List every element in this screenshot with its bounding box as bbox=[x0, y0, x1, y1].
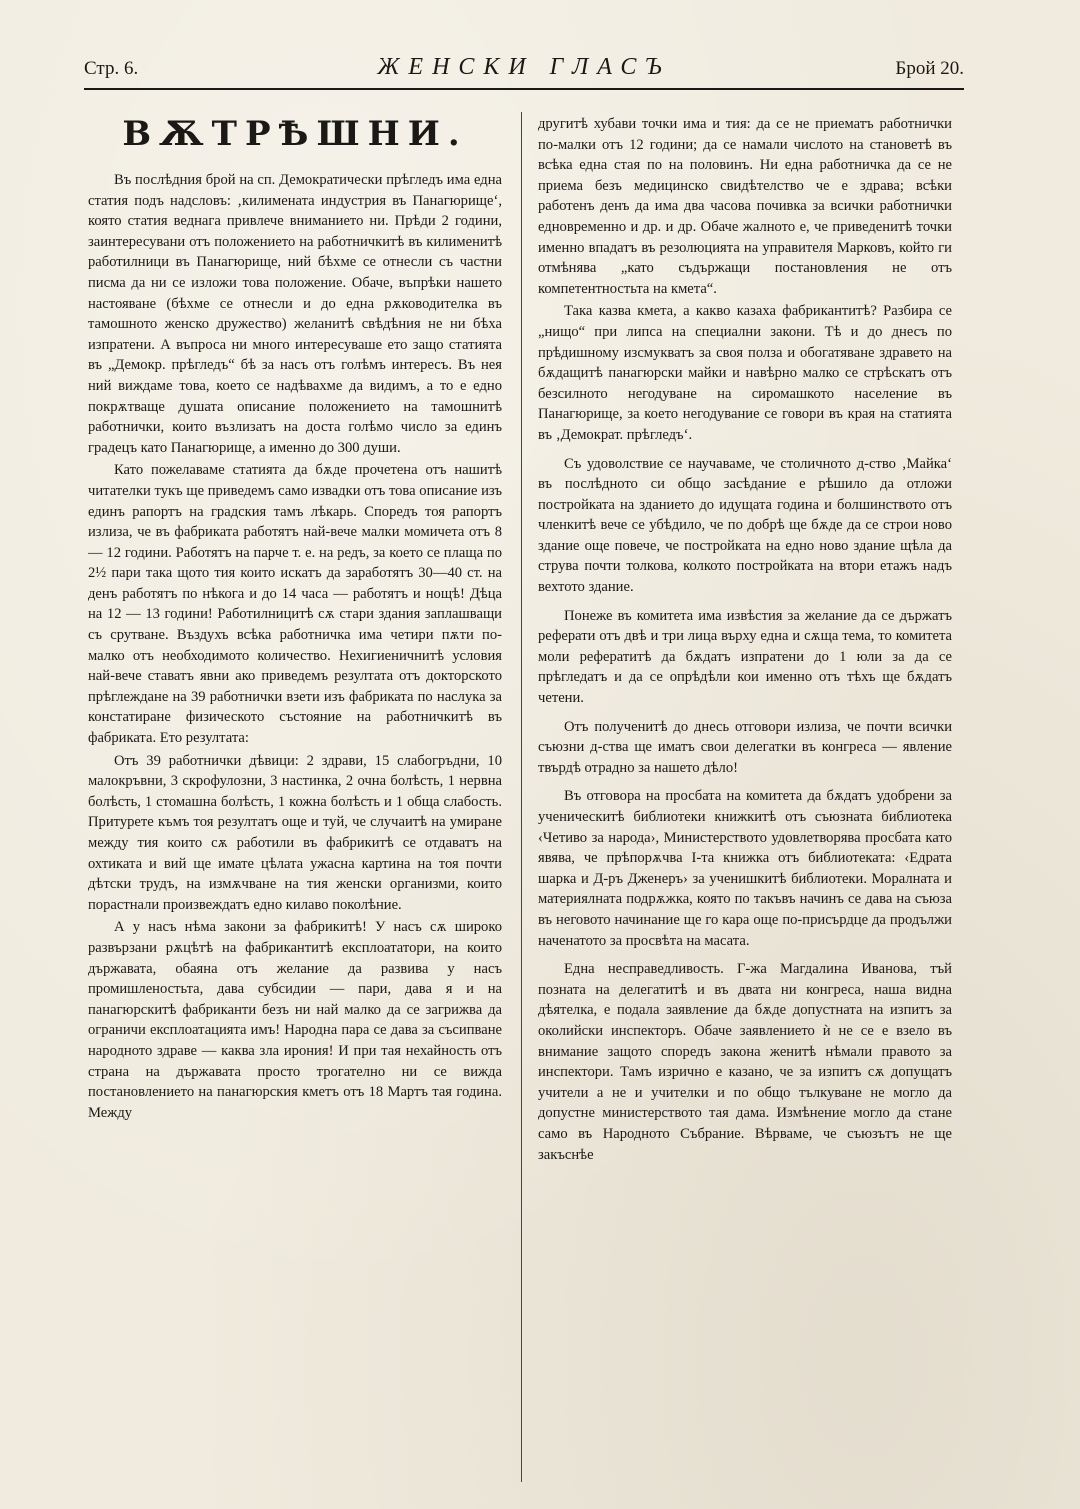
header-rule bbox=[84, 88, 964, 90]
paragraph: Въ послѣдния брой на сп. Демократически прѣгледъ има една статия подъ надсловъ: ‚килимената индустрия въ Панагюрище‘, която статия веднага привлече вниманието ни. Прѣди 2 години, заинтересувани отъ положението на работничкитѣ въ килименитѣ работилници въ Панагюрище, ний бѣхме се отнесли съ частни писма да ни се изложи това положение. Обаче, въпрѣки нашето настояване (бѣхме се отнесли и до една рѫководителка въ тамошното женско дружество) желанитѣ свѣдѣния не ни бѣха изпратени. А въпроса ни много интересуваше ето защо статията въ „Демокр. прѣгледъ“ бѣ за насъ отъ голѣмъ интересъ. Въ нея ний виждаме това, което се надѣвахме да видимъ, а то е едно покрѫтваще душата описание положението на тамошнитѣ работнички, които възлизатъ на доста голѣмо число за единъ градецъ като Панагюрище, а именно до 300 души. bbox=[88, 172, 502, 456]
news-item: Съ удоволствие се научаваме, че столичното д-ство ‚Майка‘ въ послѣдното си общо засѣдание е рѣшило да отложи постройката на зданието до идущата година и болшинството отъ членкитѣ вече се убѣдило, че по добрѣ ще бѫде да се строи ново здание още повече, че постройката на едно ново здание щѣла да струва почти толкова, колкото постройката на втори етажъ надъ вехтото здание. bbox=[538, 455, 952, 596]
paragraph: А у насъ нѣма закони за фабрикитѣ! У насъ сѫ широко развързани рѫцѣтѣ на фабрикантитѣ експлоататори, на които държавата, обаяна отъ желание да развива у насъ промишленостьта, дава субсидии — пари, дава я и на панагюрскитѣ фабриканти безъ ни най малко да се загрижва да ограничи експлоатацията имъ! Народна пара се дава за съсипване народното здраве — каква зла ирония! И при тая нехайность отъ страна на държавата просто трогателно ни се вижда постановлението на панагюрския кметъ отъ 18 Мартъ тая година. Между bbox=[88, 919, 502, 1121]
right-column bbox=[538, 114, 952, 1489]
news-item: Понеже въ комитета има извѣстия за желание да се държатъ реферати отъ двѣ и три лица върху една и сѫща тема, то комитета моли рефератитѣ да бѫдатъ изпратени до 1 юли за да се прѣгледатъ и да се опрѣдѣли кои именно отъ тѣхъ ще бѫдатъ четени. bbox=[538, 607, 952, 707]
paragraph: Като пожелаваме статията да бѫде прочетена отъ нашитѣ читателки тукъ ще приведемъ само извадки отъ това описание изъ единъ рапортъ на градския тамъ лѣкарь. Споредъ тоя рапортъ излиза, че въ фабриката работятъ най-вече малки момичета отъ 8 — 12 години. Работятъ на парче т. е. на редъ, за което се плаща по 2½ пари така щото тия които искатъ да заработятъ 30—40 ст. на денъ работятъ по нѣкога и до 14 часа — работятъ и нощѣ! Дѣца на 12 — 13 години! Работилницитѣ сѫ стари здания заплашващи съ срутване. Въздухъ всѣка работничка има четири пѫти по-малко отъ необходимото количество. Нехигиеничнитѣ условия най-вече ставатъ явни ако приведемъ резултата отъ докторското прѣглеждане на 39 работнички взети изъ фабриката по наслука за констатиране физическото състояние на работничкитѣ въ фабриката. Ето резултата: bbox=[88, 462, 502, 747]
newspaper-title: ЖЕНСКИ ГЛАСЪ bbox=[377, 54, 671, 80]
news-item: Отъ полученитѣ до днесь отговори излиза, че почти всички съюзни д-ства ще иматъ свои делегатки въ конгреса — явление твърдѣ отрадно за нашето дѣло! bbox=[538, 718, 952, 776]
paragraph: другитѣ хубави точки има и тия: да се не приематъ работнички по-малки отъ 12 години; да се намали числото на становетѣ въ всѣка една стая по на половинъ. Ни една работничка да се не приема безъ медицинско свидѣтелство че е здрава; всѣки работенъ денъ да има два часова почивка за всички работнички едновременно и др. и др. Обаче жалното е, че приведенитѣ точки именно впадатъ въ резолюцията на управителя Марковъ, който ги отмѣнява „като съдържащи постановления не отъ компетентностьта на кмета“. bbox=[538, 116, 952, 297]
section-title: ВѪТРѢШНИ. bbox=[122, 114, 468, 154]
left-column bbox=[88, 112, 502, 1487]
column-divider bbox=[521, 112, 522, 1482]
issue-number: Брой 20. bbox=[895, 58, 964, 79]
paragraph: Отъ 39 работнички дѣвици: 2 здрави, 15 слабогръдни, 10 малокръвни, 3 скрофулозни, 3 настинка, 2 очна болѣсть, 1 нервна болѣсть, 1 стомашна болѣсть, 1 кожна болѣсть и 1 обща слабость. Притурете къмъ тоя резултатъ още и туй, че случаитѣ на умиране между тия които сѫ работили въ фабрикитѣ се отдаватъ на охтиката и вий ще имате цѣлата ужасна картина на тоя почти дѣтски трудъ, на измѫчване на тия женски организми, които порастнали произвеждатъ едно килаво поколѣние. bbox=[88, 752, 502, 913]
news-item: Въ отговора на просбата на комитета да бѫдатъ удобрени за ученическитѣ библиотеки книжкитѣ отъ съюзната библиотека ‹Четиво за народа›, Министерството удовлетворява просбата като явява, че прѣпорѫчва I-та книжка отъ библиотеката: ‹Едрата шарка и Д-ръ Дженеръ› за ученишкитѣ библиотеки. Моралната и материялната подрѫжка, която по такъвъ начинъ се дава на съюза въ неговото начинание ще го кара още по-присърдце да продължи наченатото за просвѣта на масата. bbox=[538, 788, 952, 949]
page-header bbox=[84, 52, 964, 86]
paragraph: Така казва кмета, а какво казаха фабрикантитѣ? Разбира се „нищо“ при липса на специални закони. Тѣ и до днесъ по прѣдишному изсмукватъ за своя полза и обогатяване здравето на бѫдащитѣ панагюрски майки и навѣрно малко се стрѣскатъ отъ безсилното негодуване на сиромашкото население въ Панагюрище, за което негодувание се говори въ края на статията въ ‚Демократ. прѣгледъ‘. bbox=[538, 303, 952, 443]
news-item: Една несправедливость. Г-жа Магдалина Иванова, тъй позната на делегатитѣ и въ двата ни конгреса, наша видна дѣятелка, е подала заявление да бѫде допустната на изпитъ за околийски инспекторъ. Обаче заявлението ѝ не се е взело въ внимание защото споредъ закона женитѣ нѣмали правото за инспектори. Тамъ изрично е казано, че за изпитъ сѫ допущатъ учители а не и учителки и по общо тълкуване не могло да допустне министерството тая дама. Измѣнение могло да стане само въ Народното Събрание. Вѣрваме, че съюзътъ не ще закъснѣе bbox=[538, 961, 952, 1163]
page-number: Стр. 6. bbox=[84, 58, 139, 79]
